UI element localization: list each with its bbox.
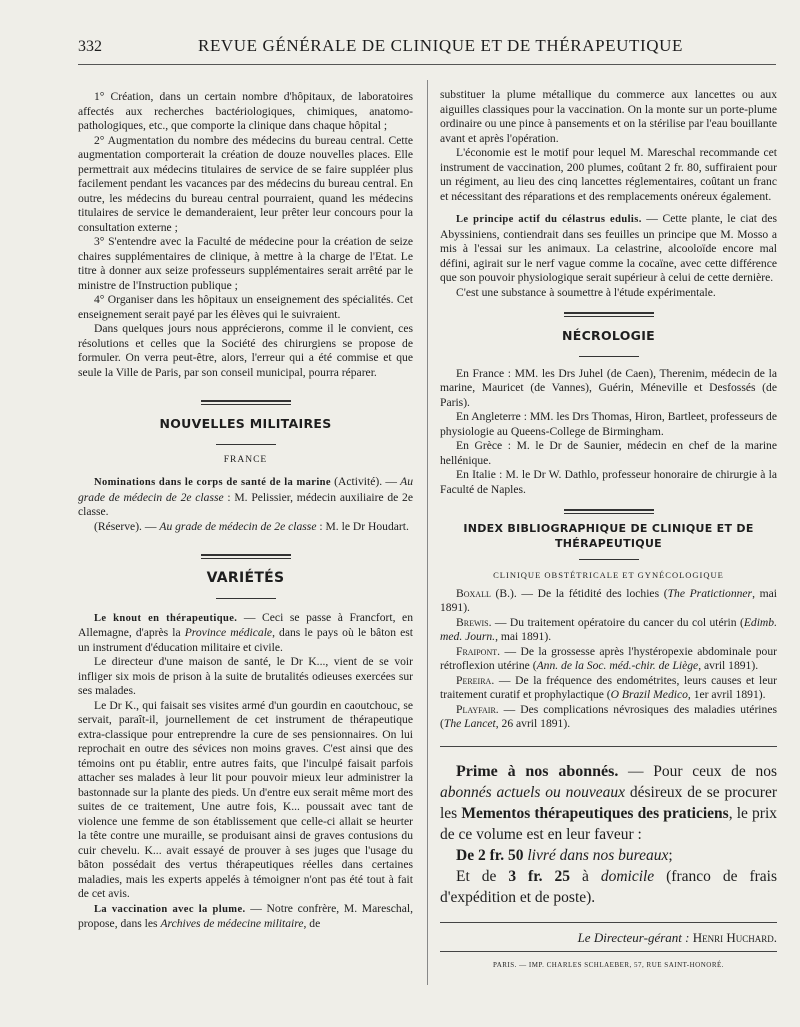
section-heading-military: NOUVELLES MILITAIRES: [159, 416, 332, 431]
offer-price-line: De 2 fr. 50 livré dans nos bureaux;: [456, 846, 673, 864]
header-rule: [78, 64, 776, 65]
run-in-heading: Le principe actif du célastrus edulis.: [456, 214, 642, 225]
journal-title: REVUE GÉNÉRALE DE CLINIQUE ET DE THÉRAPEUTIQUE: [198, 36, 683, 55]
paragraph: 4° Organiser dans les hôpitaux un enseignement des spécialités. Cet enseignement serait payé par les élèves qui le suivraient.: [78, 293, 413, 321]
run-in-heading: Le knout en thérapeutique.: [94, 612, 238, 624]
page-number: 332: [78, 38, 102, 55]
paragraph: Dans quelques jours nous apprécierons, comme il le convient, ces résolutions et celles que la Société des chirurgiens se propose de formuler. On verra peut-être, alors, l'erreur qui a été commise et que seule la Ville de Paris, par son conseil municipal, pourra réparer.: [78, 322, 413, 379]
bibliography-entry: Brewis. — Du traitement opératoire du cancer du col utérin (Edimb. med. Journ., mai 1891).: [440, 615, 777, 643]
paragraph: C'est une substance à soumettre à l'étude expérimentale.: [456, 285, 716, 299]
bibliography-entry: Playfair. — Des complications névrosiques des maladies utérines (The Lancet, 26 avril 1891).: [440, 702, 777, 730]
run-in-heading: Nominations dans le corps de santé de la marine: [94, 477, 331, 488]
paragraph: substituer la plume métallique du commerce aux lancettes ou aux aiguilles classiques pour la vaccination. On la monte sur un porte-plume ordinaire ou une pince à pansements et on la stérilise par l'eau bouillante avant et après l'opération.: [440, 88, 777, 145]
signature: Le Directeur-gérant : Henri Huchard.: [577, 929, 777, 945]
column-divider: [427, 80, 428, 985]
left-column: [78, 90, 413, 932]
bibliography-entry: Boxall (B.). — De la fétidité des lochies (The Pratictionner, mai 1891).: [440, 586, 777, 614]
run-in-heading: La vaccination avec la plume.: [94, 903, 246, 915]
paragraph: En Angleterre : MM. les Drs Thomas, Hiron, Bartleet, professeurs de physiologie au Queens-College de Birmingham.: [440, 410, 777, 438]
paragraph: 3° S'entendre avec la Faculté de médecine pour la création de seize chaires supplémentaires de clinique, à mettre à la charge de l'Etat. Le titre à donner aux seize professeurs supplémentaires serait arrêté par le ministre de l'Instruction publique ;: [78, 235, 413, 292]
paragraph: En Italie : M. le Dr W. Dathlo, professeur honoraire de chirurgie à la Faculté de Naples.: [440, 468, 777, 496]
paragraph: Le Dr K., qui faisait ses visites armé d'un gourdin en caoutchouc, se servait, paraît-il, journellement de cet instrument de thérapeutique extra-classique pour entreprendre la cure de ses pensionnaires. On lui reprochait en outre des sévices non moins graves. C'est ainsi que des témoins ont pu établir, entre autres faits, que l'inculpé faisait parfois attacher ses malades à leur lit pour pouvoir mieux leur administrer la bastonnade sur la plante des pieds. Un d'entre eux serait même mort des suites de ce traitement, Une autre fois, K... poussait avec tant de violence une femme de son établissement que celle-ci allait se heurter la tête contre une muraille, se produisant ainsi de graves contusions du cuir chevelu. K... avait essayé de prouver à ses juges que l'usage du bâton possédait des vertus thérapeutiques réelles dans certaines maladies, mais les experts appelés à témoigner n'ont pas été tout à fait de cet avis.: [78, 698, 413, 900]
paragraph: Nominations dans le corps de santé de la marine (Activité). — Au grade de médecin de 2e classe : M. Pelissier, médecin auxiliaire de 2e classe.: [78, 475, 414, 518]
offer-paragraph: Prime à nos abonnés. — Pour ceux de nos abonnés actuels ou nouveaux désireux de se procurer les Mementos thérapeutiques des praticiens, le prix de ce volume est en leur faveur :: [440, 762, 778, 843]
paragraph: 1° Création, dans un certain nombre d'hôpitaux, de laboratoires affectés aux recherches bactériologiques, chimiques, anatomo-pathologiques, etc., que comporte la clinique dans chaque hôpital ;: [78, 90, 413, 132]
subsection-heading: CLINIQUE OBSTÉTRICALE ET GYNÉCOLOGIQUE: [493, 570, 724, 580]
section-heading-varietes: VARIÉTÉS: [206, 570, 285, 586]
offer-price-line: Et de 3 fr. 25 à domicile (franco de frais d'expédition et de poste).: [440, 867, 777, 906]
paragraph: Le directeur d'une maison de santé, le Dr K..., vient de se voir infliger six mois de prison à la suite de brutalités odieuses exercées sur ses malades.: [78, 655, 413, 697]
subsection-heading: FRANCE: [223, 454, 268, 465]
printer-imprint: PARIS. — IMP. CHARLES SCHLAEBER, 57, RUE SAINT-HONORÉ.: [492, 961, 725, 969]
bibliography-entry: Pereira. — De la fréquence des endométrites, leurs causes et leur traitement curatif et prophylactique (O Brazil Medico, 1er avril 1891).: [440, 673, 777, 701]
paragraph: La vaccination avec la plume. — Notre confrère, M. Mareschal, propose, dans les Archives de médecine militaire, de: [78, 901, 413, 930]
bibliography-entry: Fraipont. — De la grossesse après l'hystéropexie abdominale pour rétroflexion utérine (Ann. de la Soc. méd.-chir. de Liège, avril 1891).: [440, 644, 777, 672]
section-heading-necrologie: NÉCROLOGIE: [561, 328, 656, 343]
subscriber-offer: [440, 761, 777, 908]
paragraph: En France : MM. les Drs Juhel (de Caen), Therenim, médecin de la marine, Mauricet (de Vannes), Guérin, Méneville et Desfossés (de Paris).: [440, 366, 777, 409]
offer-title: Prime à nos abonnés.: [456, 762, 619, 780]
section-heading-index: INDEX BIBLIOGRAPHIQUE DE CLINIQUE ET DE THÉRAPEUTIQUE: [463, 522, 754, 550]
right-column: [440, 88, 777, 973]
running-head: [78, 36, 778, 60]
paragraph: Le principe actif du célastrus edulis. — Cette plante, le ciat des Abyssiniens, contiendrait dans ses feuilles un principe que M. Mosso a mis à l'essai sur les animaux. La celastrine, alcooloïde encore mal défini, agirait sur le nerf vague comme la cocaïne, avec cette différence que son pouvoir physiologique serait supérieur à celui de cette dernière.: [440, 212, 777, 284]
bibliography-list: [440, 587, 777, 732]
paragraph: L'économie est le motif pour lequel M. Mareschal recommande cet instrument de vaccination, 200 plumes, coûtant 2 fr. 80, suffiraient pour un régiment, au lieu des cinq lancettes réglementaires, coûtant un franc et nécessitant des réparations et des remplacements onéreux également.: [440, 146, 777, 203]
paragraph: 2° Augmentation du nombre des médecins du bureau central. Cette augmentation comporterait la création de douze nouvelles places. Elle permettrait aux médecins titulaires de service de se faire suppléer plus facilement pendant les vacances par des médecins du bureau central. En outre, les médecins du bureau central pourraient, quand les médecins titulaires de service le demanderaient, leur prêter leur concours pour la consultation externe ;: [78, 133, 413, 234]
paragraph: En Grèce : M. le Dr de Saunier, médecin en chef de la marine hellénique.: [440, 439, 777, 467]
paragraph: (Réserve). — Au grade de médecin de 2e classe : M. le Dr Houdart.: [94, 519, 409, 533]
paragraph: Le knout en thérapeutique. — Ceci se passe à Francfort, en Allemagne, d'après la Province médicale, dans le pays où le bâton est un instrument d'éducation militaire et civile.: [78, 610, 413, 654]
